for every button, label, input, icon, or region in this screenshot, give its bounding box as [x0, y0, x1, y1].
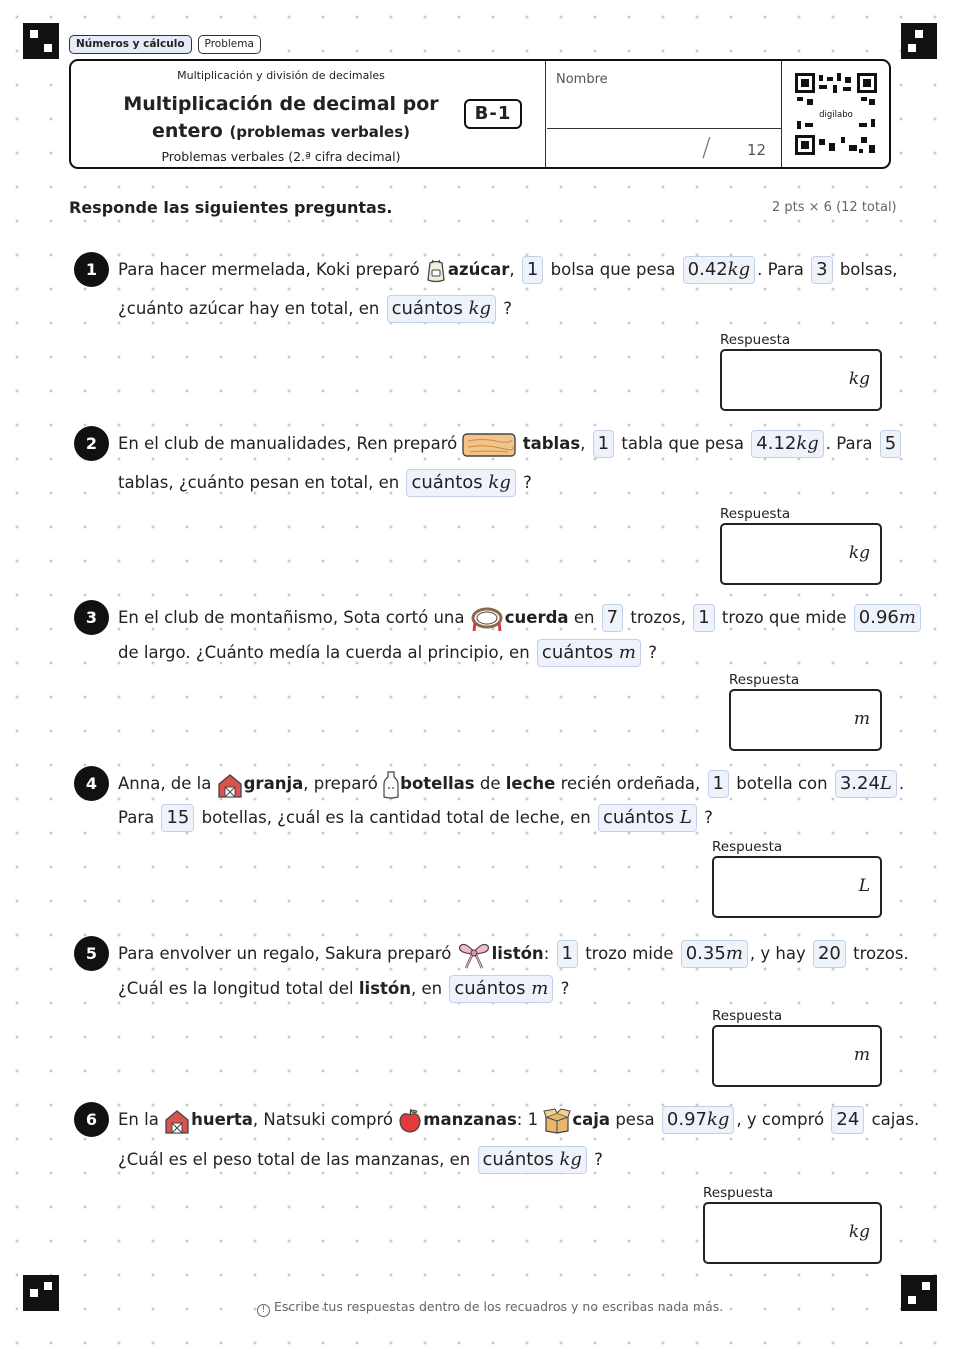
q6-text: pesa	[615, 1110, 655, 1129]
q5-text: trozo mide	[585, 944, 674, 963]
q3-text: en	[573, 608, 595, 627]
q1-count-box: 1	[522, 256, 543, 284]
q2-value-box	[751, 430, 824, 458]
q5-text: trozos.	[853, 944, 909, 963]
question-number: 1	[74, 252, 109, 287]
q4-text: recién ordeñada,	[560, 774, 701, 793]
q1-text: ¿cuánto azúcar hay en total, en	[118, 299, 380, 318]
q1-multiplier-box: 3	[811, 256, 832, 284]
header-subtitle: Multiplicación y división de decimales	[177, 69, 385, 82]
unit: kg	[706, 1109, 730, 1130]
q2-text: tabla que pesa	[621, 434, 745, 453]
q5-item-ribbon: listón	[491, 944, 544, 963]
question-number: 4	[74, 766, 109, 801]
q1-ask-box	[387, 295, 496, 323]
apple-icon	[398, 1108, 422, 1134]
corner-marker-bottom-left	[23, 1275, 59, 1311]
question-number: 6	[74, 1102, 109, 1137]
unit: kg	[468, 298, 491, 319]
q3-value-box	[854, 604, 921, 632]
q5-text: :	[543, 944, 550, 963]
title-line2: entero	[152, 120, 223, 142]
ask-text: cuántos	[391, 298, 463, 319]
q2-text: ?	[523, 473, 532, 492]
rope-icon	[470, 606, 504, 632]
q3-text: trozos,	[630, 608, 686, 627]
q1-text: Para hacer mermelada, Koki preparó	[118, 260, 420, 279]
q4-item-bottles: botellas	[400, 774, 475, 793]
q3-count-box: 1	[693, 604, 714, 632]
q3-text: ?	[648, 643, 657, 662]
answer-label: Respuesta	[712, 1008, 783, 1024]
q4-text: , preparó	[303, 774, 378, 793]
answer-label: Respuesta	[712, 839, 783, 855]
unit: kg	[559, 1149, 582, 1170]
corner-marker-top-left	[23, 23, 59, 59]
q3-pieces-box: 7	[602, 604, 623, 632]
category-tags	[69, 35, 261, 54]
unit: m	[618, 642, 636, 663]
q5-multiplier-box: 20	[813, 940, 846, 968]
q1-text: . Para	[757, 260, 804, 279]
unit: kg	[488, 472, 511, 493]
q6-text: ¿Cuál es el peso total de las manzanas, en	[118, 1150, 471, 1169]
milk-bottle-icon	[383, 771, 399, 799]
page-title	[101, 91, 461, 146]
value: 4.12	[756, 433, 797, 454]
corner-marker-bottom-right	[901, 1275, 937, 1311]
sugar-bag-icon	[425, 258, 447, 284]
question-3-line-2	[118, 639, 657, 667]
value: 0.42	[687, 259, 728, 280]
q6-ask-box	[478, 1146, 587, 1174]
question-5-line-2	[118, 975, 569, 1003]
value: 0.35	[685, 943, 726, 964]
question-3-line-1	[118, 604, 923, 632]
tag-type: Problema	[198, 35, 261, 54]
q1-text: ,	[509, 260, 515, 279]
answer-unit: m	[853, 709, 870, 729]
qr-code-icon	[795, 73, 877, 155]
unit: m	[725, 943, 743, 964]
question-number: 3	[74, 600, 109, 635]
ask-text: cuántos	[541, 642, 614, 663]
name-label: Nombre	[556, 72, 608, 87]
answer-box-1[interactable]	[720, 349, 882, 411]
q1-text: bolsa que pesa	[550, 260, 676, 279]
q3-text: trozo que mide	[721, 608, 847, 627]
q5-value-box	[681, 940, 748, 968]
q2-text: ,	[580, 434, 586, 453]
answer-unit: kg	[848, 369, 870, 389]
q2-count-box: 1	[593, 430, 614, 458]
title-small: (problemas verbales)	[229, 123, 410, 141]
value: 0.96	[858, 607, 899, 628]
answer-box-6[interactable]	[703, 1202, 882, 1264]
q4-text: ?	[704, 808, 713, 827]
unit: kg	[727, 259, 751, 280]
answer-unit: m	[853, 1045, 870, 1065]
tag-subject: Números y cálculo	[69, 35, 192, 54]
q4-text: .	[898, 774, 905, 793]
q5-text: ?	[560, 979, 570, 998]
q6-text: , Natsuki compró	[252, 1110, 394, 1129]
q4-item-milk: leche	[505, 774, 556, 793]
unit: m	[898, 607, 916, 628]
q5-count-box: 1	[557, 940, 578, 968]
corner-marker-top-right	[901, 23, 937, 59]
answer-unit: kg	[848, 1222, 870, 1242]
title-line1: Multiplicación de decimal por	[123, 93, 439, 115]
q1-value-box	[683, 256, 756, 284]
q2-text: En el club de manualidades, Ren preparó	[118, 434, 458, 453]
answer-label: Respuesta	[703, 1185, 774, 1201]
question-1-line-2	[118, 295, 512, 323]
q3-ask-box	[537, 639, 641, 667]
value: 0.97	[666, 1109, 707, 1130]
points-info: 2 pts × 6 (12 total)	[772, 200, 897, 215]
q6-value-box	[662, 1106, 735, 1134]
q4-multiplier-box: 15	[161, 804, 194, 832]
q5-item-ribbon: listón	[358, 979, 411, 998]
q6-item-apples: manzanas	[423, 1110, 517, 1129]
answer-unit: kg	[848, 543, 870, 563]
q1-item-sugar: azúcar	[447, 260, 510, 279]
question-5-line-1	[118, 940, 909, 969]
ribbon-icon	[457, 941, 491, 969]
score-total: 12	[747, 141, 767, 159]
q3-text: de largo. ¿Cuánto medía la cuerda al principio, en	[118, 643, 530, 662]
q2-text: . Para	[825, 434, 873, 453]
q3-item-rope: cuerda	[504, 608, 569, 627]
answer-label: Respuesta	[729, 672, 800, 688]
q5-text: ¿Cuál es la longitud total del	[118, 979, 354, 998]
score-slash: /	[702, 133, 711, 163]
answer-box-3[interactable]	[729, 689, 882, 751]
unit: kg	[796, 433, 819, 454]
worksheet-code-badge: B-1	[464, 99, 522, 129]
question-6-line-2	[118, 1146, 603, 1174]
q2-text: tablas, ¿cuánto pesan en total, en	[118, 473, 400, 492]
ask-text: cuántos	[411, 472, 483, 493]
q5-ask-box	[449, 975, 553, 1003]
q6-multiplier-box: 24	[831, 1106, 864, 1134]
answer-box-5[interactable]	[712, 1025, 882, 1087]
q6-item-box: caja	[572, 1110, 611, 1129]
q4-ask-box	[598, 804, 697, 832]
wood-plank-icon	[462, 432, 516, 458]
q5-text: , y hay	[749, 944, 806, 963]
barn-icon	[164, 1108, 190, 1134]
qr-label: digilabo	[819, 110, 853, 120]
q4-text: botellas, ¿cuál es la cantidad total de leche, en	[201, 808, 591, 827]
q2-multiplier-box: 5	[880, 430, 901, 458]
question-6-line-1	[118, 1106, 919, 1134]
q4-value-box	[835, 770, 897, 798]
question-4-line-2	[118, 804, 713, 832]
q4-text: Anna, de la	[118, 774, 212, 793]
q4-count-box: 1	[708, 770, 729, 798]
q1-text: ?	[503, 299, 513, 318]
header-title-area	[71, 61, 546, 167]
answer-box-4[interactable]	[712, 856, 882, 918]
answer-unit: L	[858, 876, 870, 896]
question-number: 2	[74, 426, 109, 461]
barn-icon	[217, 772, 243, 798]
unit: L	[679, 807, 692, 828]
score-field[interactable]	[547, 130, 781, 167]
info-icon: !	[257, 1304, 270, 1317]
q3-text: En el club de montañismo, Sota cortó una	[118, 608, 465, 627]
q2-item-planks: tablas	[522, 434, 581, 453]
unit: m	[531, 978, 549, 999]
question-number: 5	[74, 936, 109, 971]
q4-text: de	[479, 774, 501, 793]
answer-label: Respuesta	[720, 332, 791, 348]
name-field[interactable]	[547, 61, 781, 129]
worksheet-header	[69, 59, 891, 169]
q2-ask-box	[406, 469, 515, 497]
unit: L	[879, 773, 892, 794]
q5-text: Para envolver un regalo, Sakura preparó	[118, 944, 452, 963]
box-icon	[543, 1108, 571, 1134]
value: 3.24	[839, 773, 880, 794]
question-2-line-1	[118, 430, 903, 458]
q6-text: , y compró	[736, 1110, 825, 1129]
qr-area	[781, 61, 889, 167]
footer-note	[257, 1299, 723, 1317]
q6-text: : 1	[516, 1110, 539, 1129]
q6-text: En la	[118, 1110, 159, 1129]
ask-text: cuántos	[454, 978, 526, 999]
header-footnote: Problemas verbales (2.ª cifra decimal)	[161, 149, 401, 164]
answer-box-2[interactable]	[720, 523, 882, 585]
q4-text: botella con	[736, 774, 828, 793]
q4-item-farm: granja	[243, 774, 304, 793]
instructions: Responde las siguientes preguntas.	[69, 198, 393, 217]
q4-text: Para	[118, 808, 155, 827]
q1-text: bolsas,	[839, 260, 898, 279]
q6-text: cajas.	[871, 1110, 920, 1129]
q6-item-orchard: huerta	[191, 1110, 253, 1129]
question-4-line-1	[118, 770, 904, 799]
q6-text: ?	[594, 1150, 603, 1169]
footer-text: Escribe tus respuestas dentro de los recuadros y no escribas nada más.	[274, 1299, 724, 1314]
q5-text: , en	[411, 979, 443, 998]
ask-text: cuántos	[482, 1149, 554, 1170]
question-1-line-1	[118, 256, 898, 284]
answer-label: Respuesta	[720, 506, 791, 522]
question-2-line-2	[118, 469, 532, 497]
ask-text: cuántos	[602, 807, 675, 828]
